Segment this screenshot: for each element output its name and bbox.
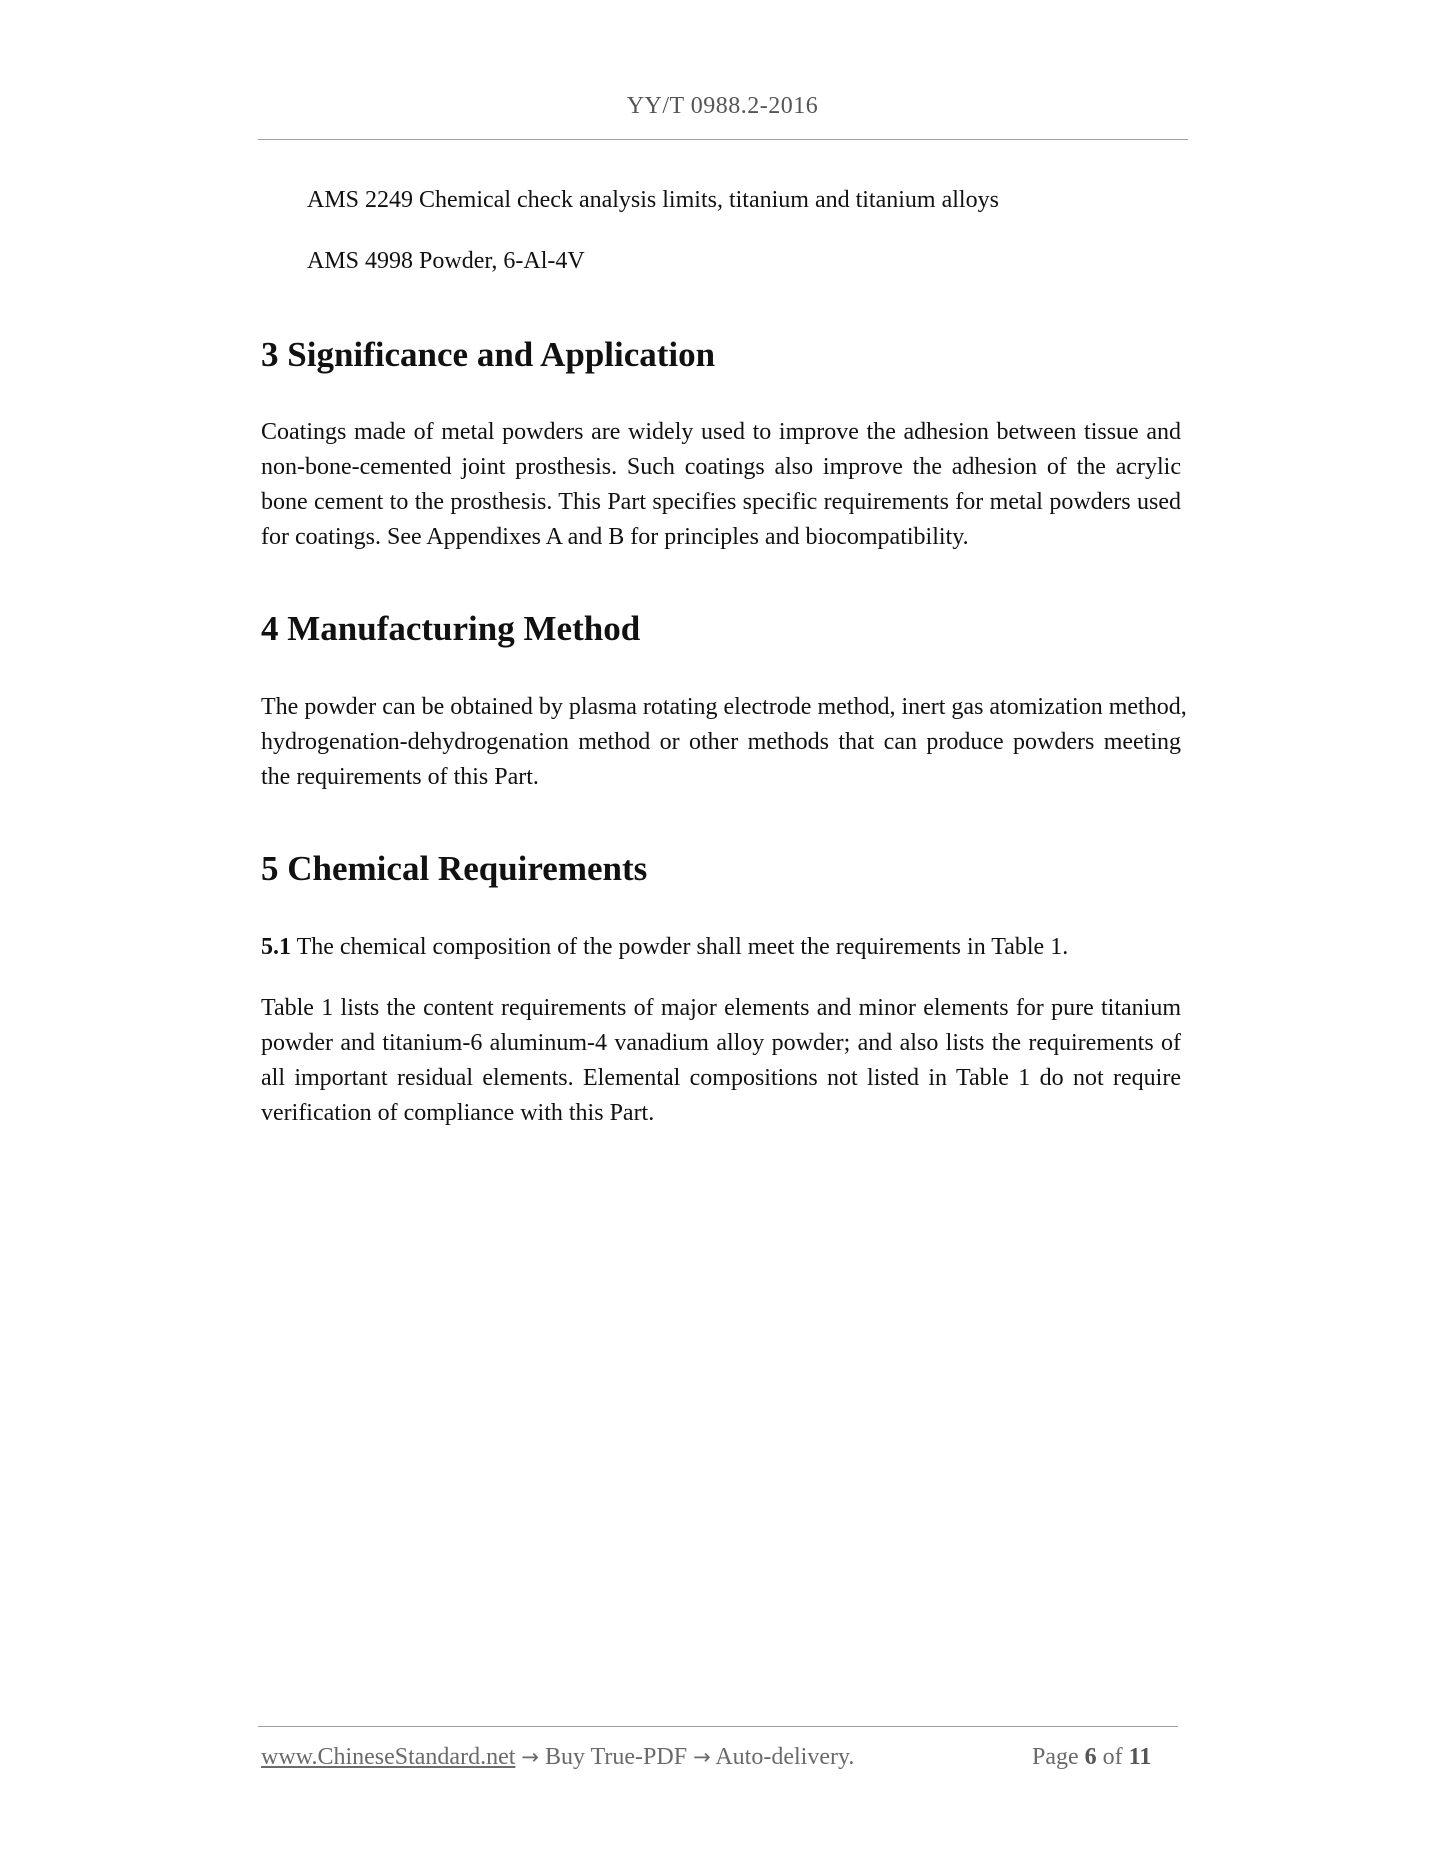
paragraph-line: Coatings made of metal powders are widely used to improve the adhesion between tissue and — [261, 419, 1181, 445]
current-page-number: 6 — [1084, 1744, 1097, 1770]
arrow-right-icon: → — [693, 1745, 711, 1769]
header-doc-code: YY/T 0988.2-2016 — [626, 93, 819, 119]
reference-ams-2249: AMS 2249 Chemical check analysis limits, titanium and titanium alloys — [307, 187, 999, 213]
paragraph-line: Table 1 lists the content requirements of major elements and minor elements for pure titanium — [261, 995, 1181, 1021]
paragraph-line: powder and titanium-6 aluminum-4 vanadium alloy powder; and also lists the requirements of — [261, 1030, 1181, 1056]
section-5-heading: 5 Chemical Requirements — [261, 849, 648, 888]
paragraph-line: The powder can be obtained by plasma rotating electrode method, inert gas atomization method, — [261, 694, 1187, 720]
section-3-heading: 3 Significance and Application — [261, 335, 716, 374]
page-indicator — [1032, 1744, 1151, 1771]
paragraph-line: verification of compliance with this Part. — [261, 1100, 655, 1126]
arrow-right-icon: → — [521, 1745, 539, 1769]
footer-promo — [261, 1744, 854, 1771]
section-5-paragraph — [261, 991, 1181, 1131]
buy-true-pdf-text: Buy True-PDF — [539, 1744, 694, 1770]
site-link[interactable]: www.ChineseStandard.net — [261, 1744, 516, 1770]
section-4-heading: 4 Manufacturing Method — [261, 609, 641, 648]
clause-5-1 — [261, 930, 1181, 965]
auto-delivery-text: Auto-delivery. — [710, 1744, 855, 1770]
paragraph-line: the requirements of this Part. — [261, 764, 539, 790]
paragraph-line: non-bone-cemented joint prosthesis. Such coatings also improve the adhesion of the acrylic — [261, 454, 1181, 480]
section-4-paragraph — [261, 690, 1187, 795]
paragraph-line: hydrogenation-dehydrogenation method or other methods that can produce powders meeting — [261, 729, 1181, 755]
paragraph-line: bone cement to the prosthesis. This Part specifies specific requirements for metal powders used — [261, 489, 1181, 515]
paragraph-line: all important residual elements. Elemental compositions not listed in Table 1 do not require — [261, 1065, 1181, 1091]
footer-divider — [258, 1726, 1178, 1727]
section-3-paragraph — [261, 415, 1181, 555]
header-divider — [258, 139, 1188, 140]
paragraph-line: for coatings. See Appendixes A and B for principles and biocompatibility. — [261, 524, 969, 550]
clause-text: The chemical composition of the powder shall meet the requirements in Table 1. — [291, 934, 1069, 960]
clause-5-1-line — [261, 930, 1181, 965]
page-label: Page — [1032, 1744, 1085, 1770]
clause-number: 5.1 — [261, 934, 291, 960]
total-page-number: 11 — [1128, 1744, 1152, 1770]
reference-ams-4998: AMS 4998 Powder, 6-Al-4V — [307, 248, 585, 274]
page-of-label: of — [1096, 1744, 1129, 1770]
